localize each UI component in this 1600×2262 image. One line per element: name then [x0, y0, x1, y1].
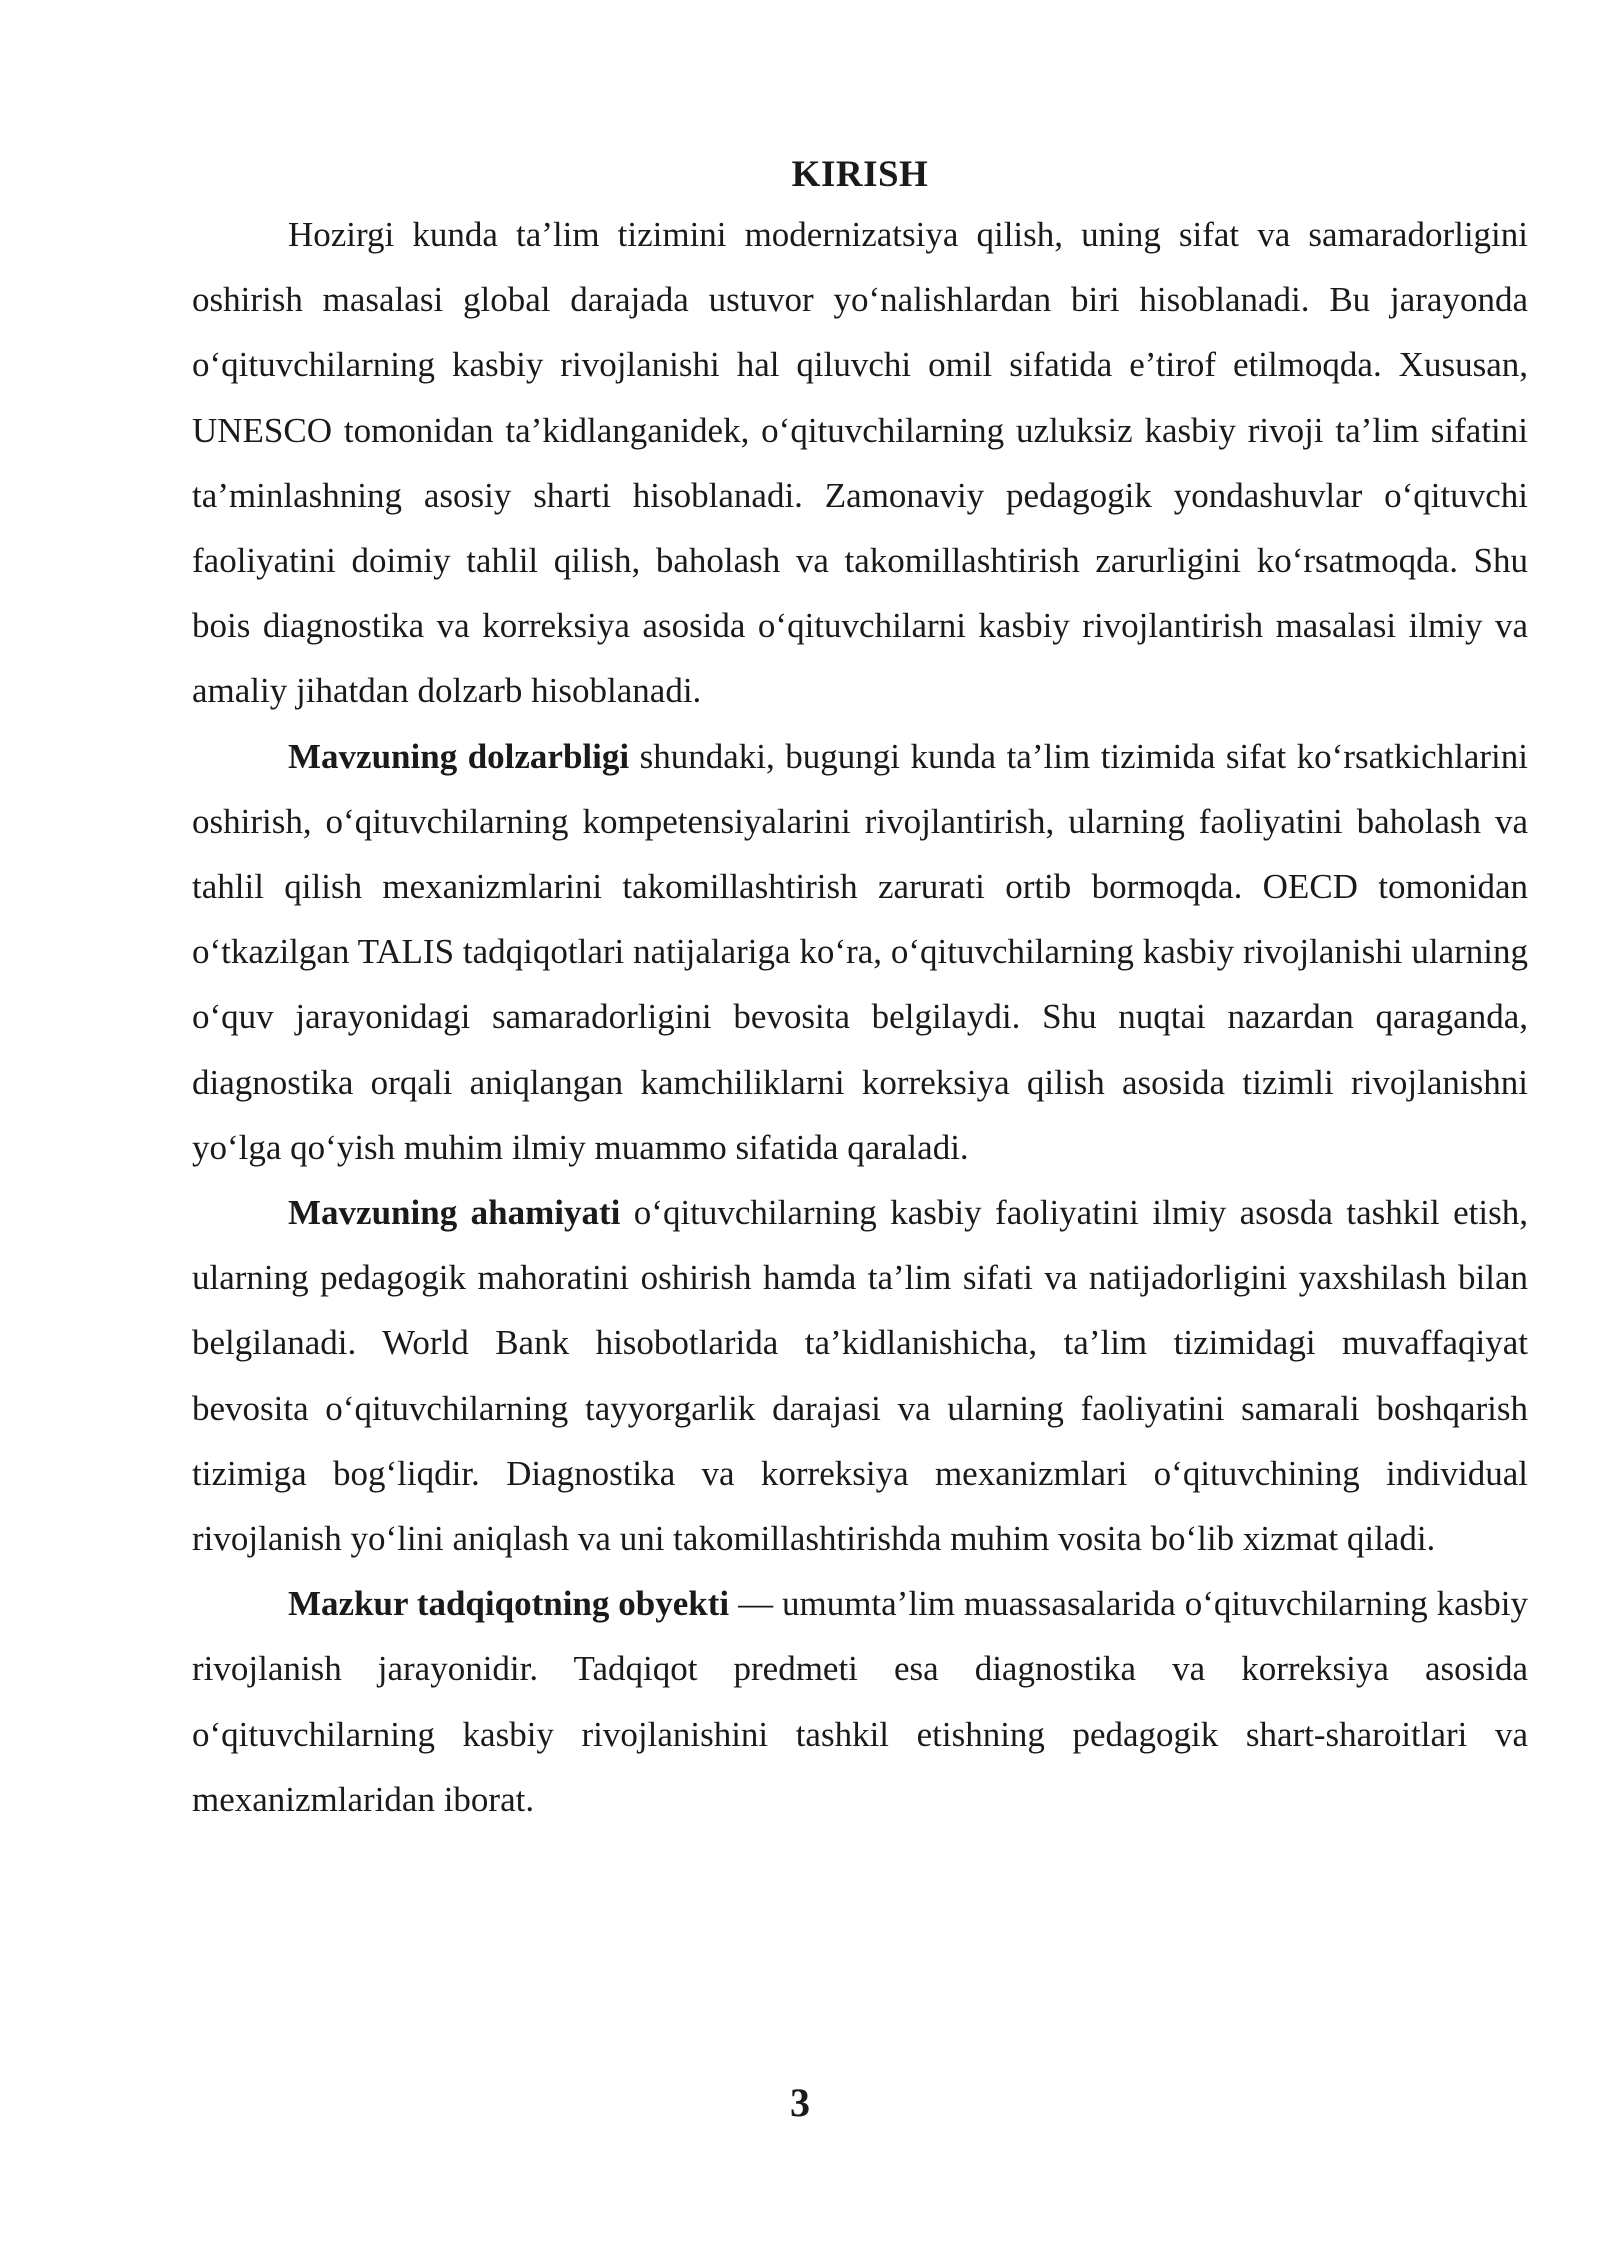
paragraph-lead: Mazkur tadqiqotning obyekti	[288, 1584, 730, 1624]
paragraph-lead: Mavzuning dolzarbligi	[288, 736, 630, 776]
paragraph-lead: Mavzuning ahamiyati	[288, 1193, 621, 1233]
paragraph-text: — umumta’lim muassasalarida o‘qituvchilarning kasbiy rivojlanish jarayonidir. Tadqiqot predmeti esa diagnostika va korreksiya asosida o‘qituvchilarning kasbiy rivojlanishini tashkil etishning pedagogik shart-sharoitlari va mexanizmlaridan iborat.	[192, 1584, 1528, 1819]
paragraph-object	[192, 1571, 1528, 1832]
paragraph-text: Hozirgi kunda ta’lim tizimini modernizatsiya qilish, uning sifat va samaradorligini oshirish masalasi global darajada ustuvor yo‘nalishlardan biri hisoblanadi. Bu jarayonda o‘qituvchilarning kasbiy rivojlanishi hal qiluvchi omil sifatida e’tirof etilmoqda. Xususan, UNESCO tomonidan ta’kidlanganidek, o‘qituvchilarning uzluksiz kasbiy rivoji ta’lim sifatini ta’minlashning asosiy sharti hisoblanadi. Zamonaviy pedagogik yondashuvlar o‘qituvchi faoliyatini doimiy tahlil qilish, baholash va takomillashtirish zarurligini ko‘rsatmoqda. Shu bois diagnostika va korreksiya asosida o‘qituvchilarni kasbiy rivojlantirish masalasi ilmiy va amaliy jihatdan dolzarb hisoblanadi.	[192, 215, 1528, 711]
paragraph-text: shundaki, bugungi kunda ta’lim tizimida sifat ko‘rsatkichlarini oshirish, o‘qituvchilarning kompetensiyalarini rivojlantirish, ularning faoliyatini baholash va tahlil qilish mexanizmlarini takomillashtirish zarurati ortib bormoqda. OECD tomonidan o‘tkazilgan TALIS tadqiqotlari natijalariga ko‘ra, o‘qituvchilarning kasbiy rivojlanishi ularning o‘quv jarayonidagi samaradorligini bevosita belgilaydi. Shu nuqtai nazardan qaraganda, diagnostika orqali aniqlangan kamchiliklarni korreksiya qilish asosida tizimli rivojlanishni yo‘lga qo‘yish muhim ilmiy muammo sifatida qaraladi.	[192, 736, 1528, 1167]
section-heading: KIRISH	[791, 154, 929, 195]
paragraph-intro	[192, 202, 1528, 724]
paragraph-significance	[192, 1180, 1528, 1571]
paragraph-relevance	[192, 724, 1528, 1180]
document-page	[192, 150, 1528, 1832]
page-number: 3	[790, 2080, 810, 2125]
paragraph-text: o‘qituvchilarning kasbiy faoliyatini ilmiy asosda tashkil etish, ularning pedagogik mahoratini oshirish hamda ta’lim sifati va natijadorligini yaxshilash bilan belgilanadi. World Bank hisobotlarida ta’kidlanishicha, ta’lim tizimidagi muvaffaqiyat bevosita o‘qituvchilarning tayyorgarlik darajasi va ularning faoliyatini samarali boshqarish tizimiga bog‘liqdir. Diagnostika va korreksiya mexanizmlari o‘qituvchining individual rivojlanish yo‘lini aniqlash va uni takomillashtirishda muhim vosita bo‘lib xizmat qiladi.	[192, 1193, 1528, 1559]
